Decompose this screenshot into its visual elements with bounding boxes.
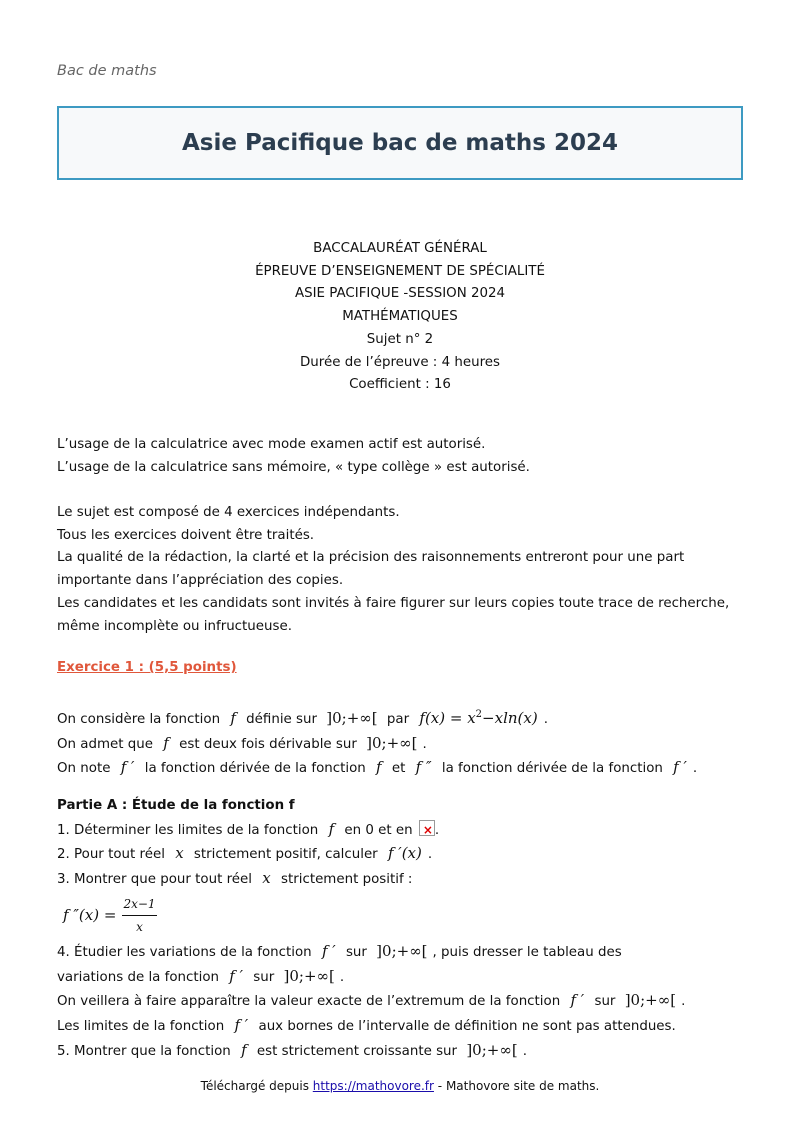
exam-header-line: Coefficient : 16 [349, 377, 451, 393]
math-interval: ]0;+∞[ [466, 1040, 518, 1059]
question-1: 1. Déterminer les limites de la fonction f en 0 et en × . [57, 818, 757, 843]
math-f-definition: $f(x) = x^2-xln(x)$ [419, 709, 538, 727]
text: Les limites de la fonction [57, 1018, 225, 1034]
intro-line-1: On considère la fonction f définie sur ]0;+∞[ par $f(x) = x^2-xln(x)$ . [57, 704, 757, 732]
exam-header-line: ASIE PACIFIQUE -SESSION 2024 [294, 286, 506, 302]
math-f: f [163, 733, 169, 752]
math-interval: ]0;+∞[ [326, 709, 378, 727]
text: variations de la fonction [57, 969, 220, 985]
question-5: 5. Montrer que la fonction f est strictement croissante sur ]0;+∞[ . [57, 1039, 757, 1064]
text: 5. Montrer que la fonction [57, 1043, 231, 1059]
exam-header-line: Sujet n° 2 [366, 331, 434, 347]
text: par [386, 712, 410, 727]
text: sur [345, 944, 367, 960]
math-interval: ]0;+∞[ [376, 941, 428, 960]
text: en 0 et en [344, 822, 413, 838]
math-f-prime-x: f ′(x) [387, 844, 422, 863]
question-2: 2. Pour tout réel x strictement positif, calculer f ′(x) . [57, 842, 757, 867]
page-title: Asie Pacifique bac de maths 2024 [181, 130, 618, 156]
text: On note [57, 761, 111, 777]
math-fraction: $\frac{2x-1}{x}$ [122, 893, 156, 939]
math-f: f [328, 819, 335, 838]
intro-line-3: On note f ′ la fonction dérivée de la fonction f et f ″ la fonction dérivée de la fonction f ′ . [57, 756, 757, 781]
calc-rule: L’usage de la calculatrice avec mode examen actif est autorisé. [57, 437, 486, 452]
math-f-prime: f ′ [570, 991, 585, 1010]
footer-prefix: Téléchargé depuis [200, 1079, 309, 1093]
math-f: f [376, 758, 382, 777]
text: la fonction dérivée de la fonction [144, 761, 366, 777]
text: , puis dresser le tableau des [432, 944, 622, 960]
math-f: f [230, 709, 236, 727]
math-interval: ]0;+∞[ [624, 991, 677, 1010]
math-f-prime: f ′ [229, 966, 244, 985]
text: la fonction dérivée de la fonction [441, 761, 663, 777]
text: sur [253, 969, 275, 985]
question-4-note-2 [57, 1014, 757, 1039]
text: sur [594, 994, 616, 1010]
math-x: x [175, 844, 184, 863]
math-f-prime: f ′ [120, 758, 135, 777]
text: définie sur [246, 712, 317, 727]
question-4 [57, 940, 757, 965]
text: 2. Pour tout réel [57, 847, 165, 863]
footer-link[interactable]: https://mathovore.fr [312, 1079, 434, 1093]
calc-rule: L’usage de la calculatrice sans mémoire, « type collège » est autorisé. [57, 459, 530, 475]
text: 4. Étudier les variations de la fonction [57, 944, 312, 960]
math-interval: ]0;+∞[ [366, 733, 418, 752]
math-x: x [262, 869, 271, 888]
text: est strictement croissante sur [256, 1043, 458, 1059]
math-f-prime: f ′ [321, 941, 336, 960]
page-title-box [57, 106, 743, 180]
question-3 [57, 867, 757, 892]
page-footer [0, 1079, 800, 1093]
broken-image-icon [419, 820, 435, 836]
question-4-cont: variations de la fonction f ′ sur ]0;+∞[ . [57, 965, 757, 990]
exam-header-line: ÉPREUVE D’ENSEIGNEMENT DE SPÉCIALITÉ [255, 263, 545, 279]
instructions [57, 502, 747, 638]
math-f: f [241, 1040, 247, 1059]
exercise-1-title: Exercice 1 : (5,5 points) [57, 660, 237, 675]
question-4-note-1: On veillera à faire apparaître la valeur exacte de l’extremum de la fonction f ′ sur ]0;+∞[ . [57, 989, 757, 1014]
text: est deux fois dérivable sur [179, 736, 357, 752]
formula-f-second [57, 892, 757, 940]
text: 1. Déterminer les limites de la fonction [57, 822, 319, 838]
text: strictement positif, calculer [193, 847, 378, 863]
text: et [391, 761, 406, 777]
part-a-title: Partie A : Étude de la fonction f [57, 798, 295, 813]
math-f-second: f ″ [415, 758, 432, 777]
exam-header-line: BACCALAURÉAT GÉNÉRAL [313, 241, 487, 256]
math-interval: ]0;+∞[ [283, 966, 335, 985]
part-a [57, 795, 757, 1063]
text: On veillera à faire apparaître la valeur exacte de l’extremum de la fonction [57, 994, 561, 1010]
footer-suffix: - Mathovore site de maths. [437, 1079, 600, 1093]
instruction-line: Tous les exercices doivent être traités. [57, 527, 315, 543]
text: On admet que [57, 736, 154, 752]
text: 3. Montrer que pour tout réel [57, 872, 252, 888]
math-f-second-lhs: f ″(x) = [63, 906, 117, 925]
exam-header-line: Durée de l’épreuve : 4 heures [300, 354, 500, 370]
text: strictement positif : [281, 872, 413, 888]
instruction-line: La qualité de la rédaction, la clarté et la précision des raisonnements entreront pour une part importante dans l’appréciation des copies. [57, 550, 685, 589]
instruction-line: Les candidates et les candidats sont invités à faire figurer sur leurs copies toute trace de recherche, même incomplète ou infructueuse. [57, 595, 730, 634]
math-f-prime: f ′ [234, 1015, 249, 1034]
text: On considère la fonction [57, 712, 221, 727]
instruction-line: Le sujet est composé de 4 exercices indépendants. [57, 505, 400, 520]
text: aux bornes de l’intervalle de définition ne sont pas attendues. [258, 1018, 676, 1034]
calculator-rules [57, 434, 757, 479]
exercise-1-intro [57, 704, 757, 781]
intro-line-2: On admet que f est deux fois dérivable sur ]0;+∞[ . [57, 732, 757, 757]
exam-header-line: MATHÉMATIQUES [342, 309, 458, 325]
site-header-label: Bac de maths [57, 63, 157, 79]
exam-header [0, 238, 800, 397]
math-f-prime: f ′ [673, 758, 687, 777]
